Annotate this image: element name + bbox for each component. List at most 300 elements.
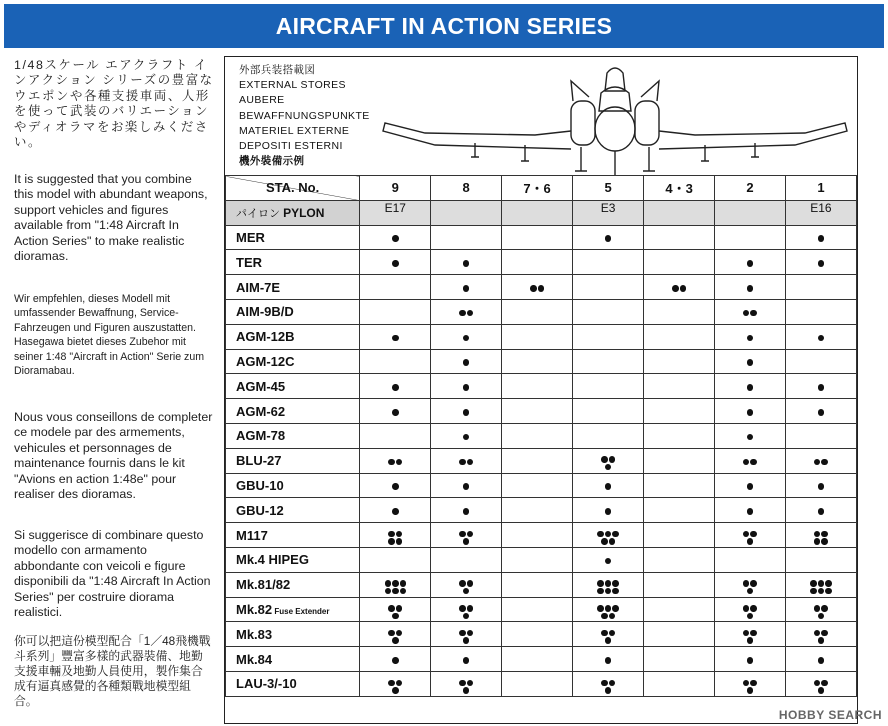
store-cell: [573, 671, 644, 696]
store-dot: [392, 483, 399, 490]
watermark: HOBBY SEARCH: [778, 708, 882, 722]
weapon-name: [226, 671, 360, 696]
description-english: It is suggested that you combine this model with abundant weapons, support vehicles and figures available from "1:48 Aircraft In Action Series" to make realistic dioramas.: [14, 172, 208, 264]
store-cell: [360, 448, 431, 473]
store-dot: [400, 588, 407, 595]
store-dots: [597, 531, 619, 545]
store-dot: [612, 588, 619, 595]
store-cell: [360, 374, 431, 399]
weapon-name-label: TER: [236, 254, 262, 270]
store-dot: [743, 605, 750, 612]
store-dot: [825, 588, 832, 595]
store-dots: [747, 483, 754, 490]
store-dot: [396, 630, 403, 637]
header-label-en: EXTERNAL STORES: [239, 79, 346, 92]
store-dot: [814, 459, 821, 466]
store-cell: [715, 597, 786, 622]
store-cell: [644, 597, 715, 622]
store-dot: [388, 630, 395, 637]
store-dot: [818, 384, 825, 391]
weapon-name-label: AIM-9B/D: [236, 304, 294, 320]
header-label-de1: AUBERE: [239, 94, 285, 107]
store-cell: [431, 448, 502, 473]
store-dots: [388, 630, 402, 644]
store-dot: [463, 637, 470, 644]
store-dot: [396, 680, 403, 687]
store-dot: [750, 459, 757, 466]
weapon-name: [226, 349, 360, 374]
weapon-name: [226, 299, 360, 324]
store-dot: [463, 538, 470, 545]
store-dot: [825, 580, 832, 587]
weapon-row: [226, 622, 857, 647]
store-cell: [502, 498, 573, 523]
store-cell: [573, 374, 644, 399]
weapon-name-label: Mk.83: [236, 626, 273, 642]
weapon-name: [226, 374, 360, 399]
store-cell: [431, 324, 502, 349]
store-cell: [715, 523, 786, 548]
store-dot: [743, 580, 750, 587]
station-1: 8: [431, 176, 502, 201]
store-cell: [644, 547, 715, 572]
store-dot: [605, 508, 612, 515]
store-cell: [715, 399, 786, 424]
store-dot: [743, 531, 750, 538]
store-dots: [388, 459, 402, 466]
store-dot: [605, 483, 612, 490]
store-dots: [388, 531, 402, 545]
store-cell: [502, 473, 573, 498]
store-dot: [605, 580, 612, 587]
store-cell: [785, 523, 856, 548]
store-cell: [431, 299, 502, 324]
store-dot: [818, 637, 825, 644]
store-dot: [459, 310, 466, 317]
store-cell: [360, 324, 431, 349]
store-cell: [644, 572, 715, 597]
store-cell: [502, 671, 573, 696]
store-dot: [463, 359, 470, 366]
store-cell: [644, 349, 715, 374]
store-dot: [601, 630, 608, 637]
store-dots: [601, 630, 615, 644]
store-cell: [644, 647, 715, 672]
store-dot: [747, 483, 754, 490]
store-dots: [463, 434, 470, 441]
store-cell: [360, 299, 431, 324]
store-dot: [463, 613, 470, 620]
store-dot: [605, 605, 612, 612]
pylon-value-6: E16: [785, 200, 856, 225]
store-cell: [785, 399, 856, 424]
description-chinese: 你可以把這份模型配合「1／48飛機戰斗系列」豐富多樣的武器裝備、地勤支援車輛及地勤人員使用，製作集合成有逼真感覺的各種類戰地模型組合。: [14, 634, 211, 708]
header-label-de2: BEWAFFNUNGSPUNKTE: [239, 109, 370, 122]
weapon-name: [226, 523, 360, 548]
store-dots: [743, 580, 757, 594]
store-dot: [821, 605, 828, 612]
store-cell: [573, 399, 644, 424]
store-dot: [538, 285, 545, 292]
weapon-row: [226, 299, 857, 324]
weapon-name-label: AGM-45: [236, 378, 286, 394]
store-dots: [459, 680, 473, 694]
store-dot: [814, 538, 821, 545]
store-dots: [818, 235, 825, 242]
store-dot: [601, 538, 608, 545]
store-dot: [821, 630, 828, 637]
weapon-row: [226, 324, 857, 349]
store-dot: [818, 687, 825, 694]
store-cell: [502, 250, 573, 275]
store-cell: [573, 250, 644, 275]
pylon-value-5: [715, 200, 786, 225]
store-dot: [459, 680, 466, 687]
store-cell: [360, 399, 431, 424]
store-cell: [502, 448, 573, 473]
store-dot: [747, 335, 754, 342]
station-5: 2: [715, 176, 786, 201]
store-cell: [715, 547, 786, 572]
store-dot: [392, 657, 399, 664]
store-cell: [502, 597, 573, 622]
store-cell: [431, 473, 502, 498]
store-dots: [814, 630, 828, 644]
store-cell: [502, 572, 573, 597]
store-cell: [715, 299, 786, 324]
weapon-row: [226, 448, 857, 473]
store-dot: [392, 687, 399, 694]
description-italian: Si suggerisce di combinare questo modello con armamento abbondante con veicoli e figure disponibili da "1:48 Aircraft In Action Series" per costruire diorama realistici.: [14, 528, 211, 620]
store-dot: [463, 335, 470, 342]
station-label: STA. No.: [226, 176, 360, 201]
store-dots: [743, 680, 757, 694]
store-dot: [392, 580, 399, 587]
store-cell: [431, 647, 502, 672]
store-dots: [818, 384, 825, 391]
store-dot: [814, 605, 821, 612]
store-dot: [747, 538, 754, 545]
store-dots: [392, 508, 399, 515]
store-dots: [388, 605, 402, 619]
store-dot: [396, 605, 403, 612]
store-dot: [747, 588, 754, 595]
store-dot: [818, 409, 825, 416]
store-cell: [431, 275, 502, 300]
store-cell: [502, 349, 573, 374]
store-cell: [644, 324, 715, 349]
store-dot: [818, 260, 825, 267]
store-dot: [400, 580, 407, 587]
store-dot: [392, 384, 399, 391]
store-dot: [747, 657, 754, 664]
store-dots: [459, 310, 473, 317]
store-dot: [818, 483, 825, 490]
store-dots: [810, 580, 832, 594]
store-dot: [605, 464, 612, 471]
store-cell: [360, 423, 431, 448]
store-dot: [605, 588, 612, 595]
store-dots: [601, 456, 615, 470]
store-cell: [502, 423, 573, 448]
store-dots: [392, 384, 399, 391]
store-dot: [463, 285, 470, 292]
store-dot: [680, 285, 687, 292]
weapon-name: [226, 399, 360, 424]
store-cell: [431, 399, 502, 424]
store-dot: [750, 680, 757, 687]
store-dot: [747, 508, 754, 515]
store-cell: [431, 498, 502, 523]
weapon-name: [226, 423, 360, 448]
store-cell: [431, 597, 502, 622]
store-cell: [502, 647, 573, 672]
store-dots: [463, 384, 470, 391]
store-dots: [463, 657, 470, 664]
store-cell: [785, 448, 856, 473]
weapon-name-label: AIM-7E: [236, 279, 281, 295]
store-dots: [747, 657, 754, 664]
store-cell: [573, 572, 644, 597]
weapon-row: [226, 597, 857, 622]
store-dot: [747, 687, 754, 694]
store-dot: [605, 637, 612, 644]
weapon-row: [226, 572, 857, 597]
station-4: 4・3: [644, 176, 715, 201]
store-dots: [463, 260, 470, 267]
store-dot: [743, 680, 750, 687]
store-cell: [502, 622, 573, 647]
store-dots: [392, 260, 399, 267]
weapon-row: [226, 349, 857, 374]
store-cell: [644, 498, 715, 523]
store-dot: [463, 483, 470, 490]
weapon-name-label: Mk.4 HIPEG: [236, 552, 309, 568]
store-dots: [392, 409, 399, 416]
store-cell: [360, 647, 431, 672]
store-cell: [431, 523, 502, 548]
weapon-row: [226, 374, 857, 399]
store-dots: [743, 605, 757, 619]
store-cell: [360, 547, 431, 572]
store-dot: [818, 580, 825, 587]
store-dot: [601, 613, 608, 620]
store-cell: [431, 423, 502, 448]
store-cell: [360, 498, 431, 523]
store-cell: [431, 572, 502, 597]
store-cell: [573, 448, 644, 473]
weapon-name: [226, 250, 360, 275]
store-dot: [743, 630, 750, 637]
store-dot: [609, 630, 616, 637]
store-dot: [463, 434, 470, 441]
store-dots: [814, 680, 828, 694]
store-cell: [715, 349, 786, 374]
store-dots: [814, 531, 828, 545]
store-dots: [463, 359, 470, 366]
store-dots: [605, 483, 612, 490]
store-dot: [818, 335, 825, 342]
store-cell: [644, 299, 715, 324]
store-dot: [605, 657, 612, 664]
store-dots: [814, 459, 828, 466]
store-dot: [747, 384, 754, 391]
store-dot: [467, 459, 474, 466]
weapon-name-label: AGM-12C: [236, 353, 295, 369]
store-dot: [821, 538, 828, 545]
store-dot: [612, 605, 619, 612]
pylon-value-4: [644, 200, 715, 225]
store-dot: [392, 235, 399, 242]
store-cell: [573, 299, 644, 324]
store-cell: [573, 275, 644, 300]
store-cell: [715, 671, 786, 696]
store-dot: [392, 335, 399, 342]
store-dot: [750, 531, 757, 538]
store-dot: [750, 580, 757, 587]
pylon-value-0: E17: [360, 200, 431, 225]
store-dot: [459, 630, 466, 637]
store-dot: [463, 260, 470, 267]
store-dots: [388, 680, 402, 694]
store-dots: [459, 459, 473, 466]
store-dots: [463, 335, 470, 342]
store-dot: [388, 538, 395, 545]
store-dot: [463, 384, 470, 391]
pylon-value-2: [502, 200, 573, 225]
store-dot: [396, 459, 403, 466]
store-dot: [396, 531, 403, 538]
store-dot: [605, 531, 612, 538]
station-header-row: [226, 176, 857, 201]
store-dots: [814, 605, 828, 619]
store-dot: [385, 588, 392, 595]
store-dot: [392, 637, 399, 644]
store-dots: [605, 508, 612, 515]
store-cell: [785, 299, 856, 324]
store-dots: [818, 508, 825, 515]
store-dot: [463, 409, 470, 416]
store-dot: [609, 680, 616, 687]
store-cell: [644, 423, 715, 448]
weapon-row: [226, 671, 857, 696]
store-dot: [385, 580, 392, 587]
store-dot: [818, 613, 825, 620]
store-dot: [818, 235, 825, 242]
store-dots: [747, 260, 754, 267]
store-dots: [747, 285, 754, 292]
store-dot: [597, 605, 604, 612]
store-cell: [431, 622, 502, 647]
pylon-label-jp: パイロン: [236, 207, 284, 220]
store-dots: [392, 483, 399, 490]
store-dots: [747, 359, 754, 366]
header-label-fr: MATERIEL EXTERNE: [239, 124, 350, 137]
store-cell: [644, 448, 715, 473]
store-dot: [810, 580, 817, 587]
store-cell: [715, 225, 786, 250]
store-cell: [573, 597, 644, 622]
weapon-row: [226, 225, 857, 250]
store-dot: [388, 605, 395, 612]
store-dots: [597, 605, 619, 619]
store-cell: [360, 671, 431, 696]
store-dot: [747, 613, 754, 620]
store-dot: [392, 260, 399, 267]
weapon-name: [226, 647, 360, 672]
pylon-value-3: E3: [573, 200, 644, 225]
store-cell: [644, 374, 715, 399]
store-cell: [502, 399, 573, 424]
store-cell: [360, 473, 431, 498]
weapon-name: [226, 448, 360, 473]
weapon-name-label: AGM-78: [236, 428, 286, 444]
weapon-row: [226, 523, 857, 548]
pylon-label: [226, 200, 360, 225]
store-dots: [818, 335, 825, 342]
store-dots: [601, 680, 615, 694]
store-dot: [750, 605, 757, 612]
store-dot: [605, 687, 612, 694]
store-dot: [818, 588, 825, 595]
weapon-row: [226, 647, 857, 672]
store-dots: [459, 630, 473, 644]
store-dot: [463, 657, 470, 664]
store-dots: [463, 285, 470, 292]
weapon-name-label: AGM-12B: [236, 329, 295, 345]
weapon-row: [226, 423, 857, 448]
store-cell: [715, 324, 786, 349]
store-dot: [747, 637, 754, 644]
store-dot: [388, 459, 395, 466]
store-dots: [605, 657, 612, 664]
station-0: 9: [360, 176, 431, 201]
store-cell: [715, 250, 786, 275]
store-dots: [463, 483, 470, 490]
store-dot: [467, 531, 474, 538]
store-cell: [573, 225, 644, 250]
weapon-name: [226, 473, 360, 498]
store-dot: [597, 531, 604, 538]
store-cell: [502, 324, 573, 349]
store-dot: [747, 409, 754, 416]
store-dots: [818, 657, 825, 664]
store-cell: [715, 374, 786, 399]
store-cell: [644, 473, 715, 498]
store-dot: [612, 531, 619, 538]
store-dots: [747, 384, 754, 391]
store-cell: [502, 547, 573, 572]
store-cell: [360, 622, 431, 647]
store-dot: [601, 456, 608, 463]
store-dots: [597, 580, 619, 594]
description-japanese: 1/48スケール エアクラフト インアクション シリーズの豊富なウエポンや各種支援車両、人形を使って武装のバリエーションやディオラマをお楽しみください。: [14, 58, 214, 150]
store-dot: [601, 680, 608, 687]
store-dots: [392, 235, 399, 242]
store-cell: [715, 275, 786, 300]
store-cell: [785, 374, 856, 399]
store-dots: [392, 657, 399, 664]
store-dot: [818, 508, 825, 515]
store-cell: [431, 671, 502, 696]
store-dot: [467, 680, 474, 687]
store-dot: [463, 588, 470, 595]
store-cell: [573, 498, 644, 523]
store-cell: [785, 647, 856, 672]
store-cell: [431, 547, 502, 572]
pylon-row: [226, 200, 857, 225]
store-dots: [463, 508, 470, 515]
